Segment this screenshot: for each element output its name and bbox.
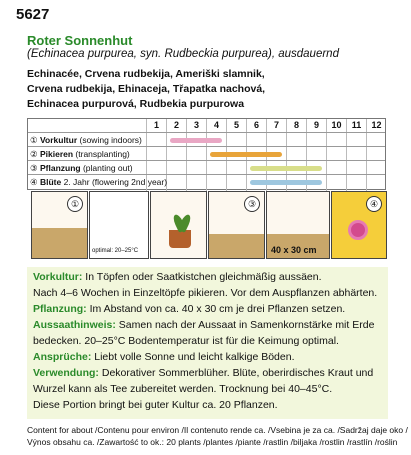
month-8: 8 bbox=[286, 119, 306, 132]
instruction-line: Ansprüche: Liebt volle Sonne und leicht kalkige Böden. bbox=[33, 351, 295, 363]
common-names-2: Crvena rudbekija, Ehinaceja, Třapatka nachová, bbox=[27, 83, 266, 95]
step-optimal-temp-picture bbox=[89, 191, 149, 259]
calendar-bar bbox=[210, 152, 282, 157]
step-pot-picture bbox=[150, 191, 207, 259]
calendar-row-label: ④ Blüte 2. Jahr (flowering 2nd year) bbox=[30, 177, 168, 187]
optimal-temp-label: optimal: 20–25°C bbox=[92, 248, 139, 254]
step-spacing-picture bbox=[266, 191, 330, 259]
month-3: 3 bbox=[186, 119, 206, 132]
month-9: 9 bbox=[306, 119, 326, 132]
instruction-line: Wurzel kann als Tee zubereitet werden. Trocknung bei 40–45°C. bbox=[33, 383, 333, 395]
calendar-row-label: ② Pikieren (transplanting) bbox=[30, 149, 130, 159]
instruction-line: Diese Portion bringt bei guter Kultur ca. 20 Pflanzen. bbox=[33, 399, 278, 411]
sowing-calendar bbox=[27, 118, 386, 190]
calendar-row-label: ① Vorkultur (sowing indoors) bbox=[30, 135, 142, 145]
month-5: 5 bbox=[226, 119, 246, 132]
common-names-1: Echinacée, Crvena rudbekija, Ameriški slamnik, bbox=[27, 68, 265, 80]
instruction-line: bedecken. 20–25°C Bodentemperatur ist für die Keimung optimal. bbox=[33, 335, 339, 347]
product-code: 5627 bbox=[16, 6, 50, 23]
calendar-row bbox=[28, 132, 385, 146]
month-2: 2 bbox=[166, 119, 186, 132]
month-11: 11 bbox=[346, 119, 366, 132]
calendar-bar bbox=[250, 180, 322, 185]
calendar-row bbox=[28, 174, 385, 188]
month-7: 7 bbox=[266, 119, 286, 132]
footer-line-1: Content for about /Contenu pour environ /Il contenuto rende ca. /Vsebina je za ca. /Sadržaj daje oko / bbox=[27, 425, 408, 435]
instruction-line: Vorkultur: In Töpfen oder Saatkistchen gleichmäßig aussäen. bbox=[33, 271, 322, 283]
step-number-3: ③ bbox=[244, 196, 260, 212]
step-number-4: ④ bbox=[366, 196, 382, 212]
month-12: 12 bbox=[366, 119, 386, 132]
month-6: 6 bbox=[246, 119, 266, 132]
calendar-bar bbox=[250, 166, 322, 171]
latin-name: (Echinacea purpurea, syn. Rudbeckia purpurea), ausdauernd bbox=[27, 48, 339, 60]
month-10: 10 bbox=[326, 119, 346, 132]
instruction-line: Verwendung: Dekorativer Sommerblüher. Blüte, oberirdisches Kraut und bbox=[33, 367, 374, 379]
instruction-pictures bbox=[31, 191, 387, 259]
plant-title: Roter Sonnenhut bbox=[27, 33, 133, 48]
step-flowering-picture bbox=[331, 191, 387, 259]
step-number-1: ① bbox=[67, 196, 83, 212]
month-1: 1 bbox=[146, 119, 166, 132]
calendar-bar bbox=[170, 138, 222, 143]
month-4: 4 bbox=[206, 119, 226, 132]
instruction-line: Pflanzung: Im Abstand von ca. 40 x 30 cm je drei Pflanzen setzen. bbox=[33, 303, 346, 315]
instructions-text-box bbox=[27, 267, 388, 419]
instruction-line: Aussaathinweis: Samen nach der Aussaat in Samenkornstärke mit Erde bbox=[33, 319, 375, 331]
common-names-3: Echinacea purpurová, Rudbekia purpurowa bbox=[27, 98, 245, 110]
calendar-row-label: ③ Pflanzung (planting out) bbox=[30, 163, 133, 173]
footer-line-2: Výnos obsahu ca. /Zawartość to ok.: 20 plants /plantes /piante /rastlin /biljaka /rostlin /rastlín /roślin bbox=[27, 437, 398, 447]
spacing-label: 40 x 30 cm bbox=[271, 245, 317, 255]
instruction-line: Nach 4–6 Wochen in Einzeltöpfe pikieren. Vor dem Auspflanzen abhärten. bbox=[33, 287, 378, 299]
step-sowing-picture bbox=[31, 191, 88, 259]
calendar-row bbox=[28, 160, 385, 174]
calendar-row bbox=[28, 146, 385, 160]
step-planting-picture bbox=[208, 191, 265, 259]
